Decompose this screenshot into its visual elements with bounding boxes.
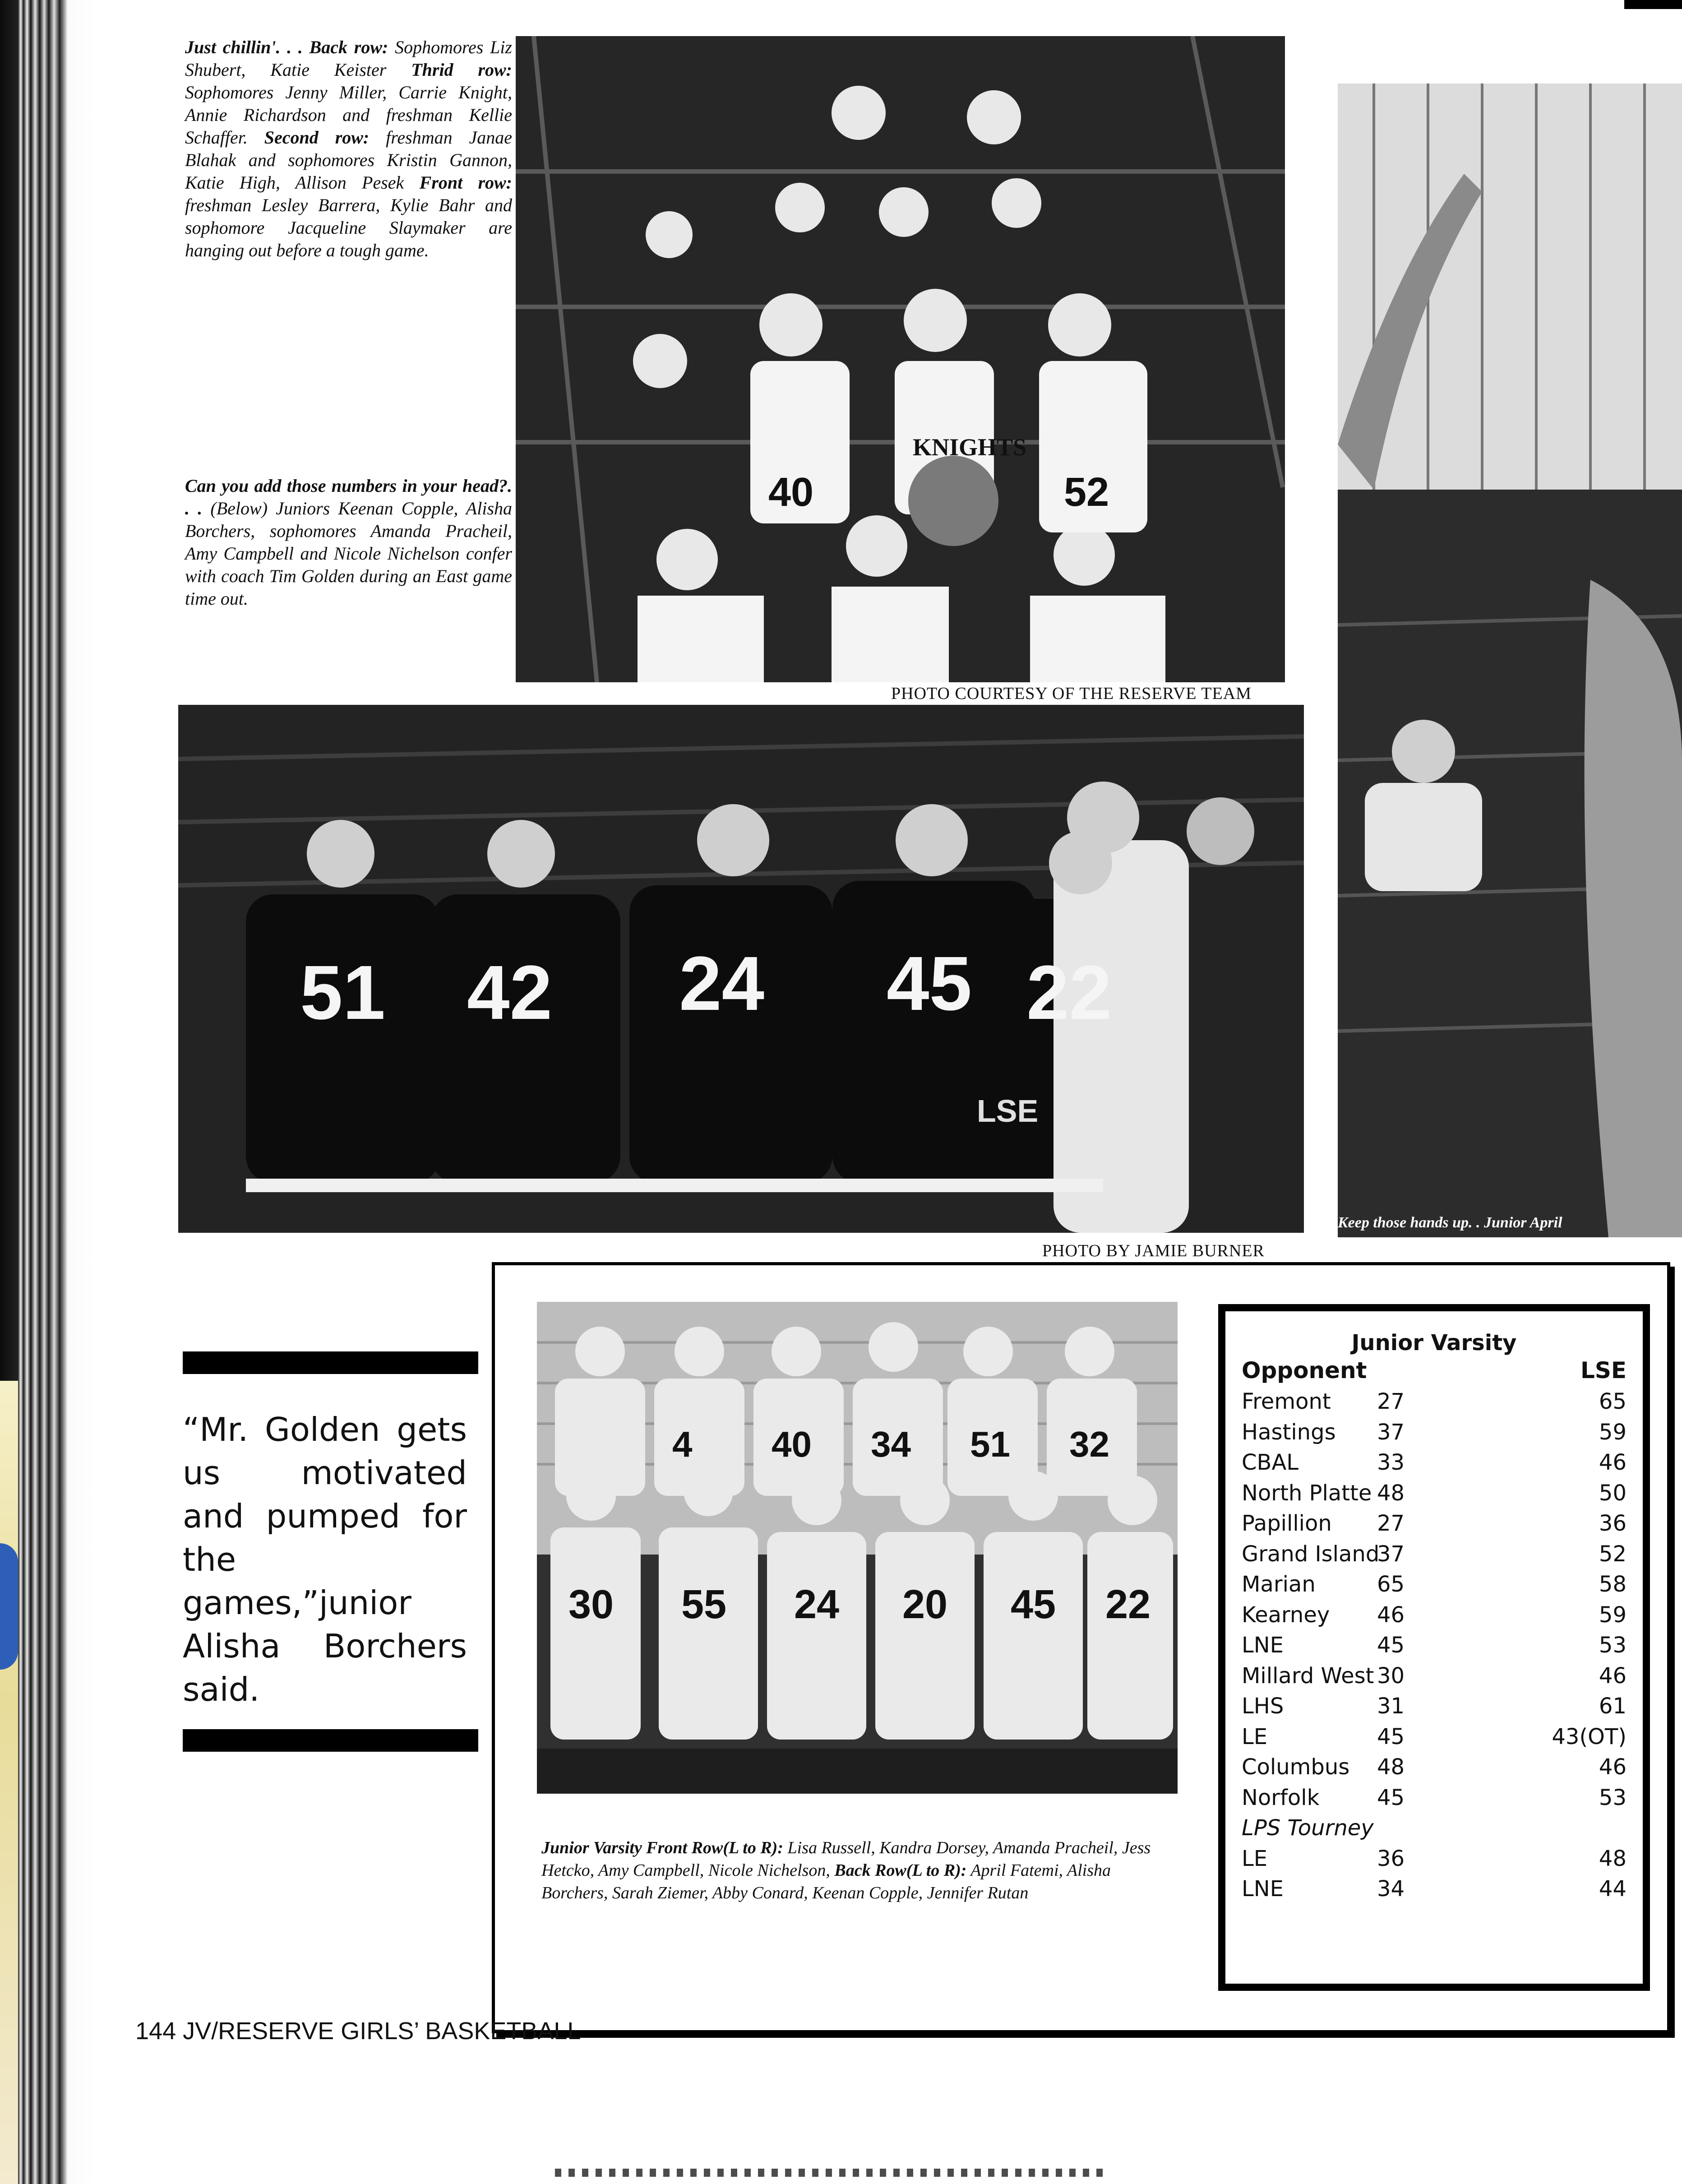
bottom-registration-marks [555, 2169, 1110, 2177]
scores-header-lse: LSE [1580, 1357, 1627, 1384]
score-opponent-points: 48 [1377, 1480, 1405, 1506]
caption-jv-team [541, 1837, 1155, 1904]
huddle-jersey-42: 42 [467, 950, 553, 1036]
caption-text-third: Sophomores Jenny Miller, Carrie Knight, Annie Richardson and freshman Kellie Schaffer. [185, 82, 512, 148]
caption-label-back: Back row: [309, 37, 388, 57]
score-lse-points: 43(OT) [1552, 1724, 1627, 1749]
huddle-shorts-text: LSE [977, 1093, 1039, 1129]
score-opponent-points: 31 [1377, 1694, 1405, 1719]
caption-just-chillin [185, 36, 512, 262]
pull-quote: “Mr. Golden gets us motivated and pumped for the games,”junior Alisha Borchers said. [183, 1411, 467, 1708]
caption-lead: Just chillin'. . . [185, 37, 303, 57]
photo-credit-burner: PHOTO BY JAMIE BURNER [1042, 1241, 1265, 1260]
score-opponent: Papillion [1242, 1511, 1332, 1536]
score-opponent-points: 37 [1377, 1541, 1405, 1567]
score-row [1242, 1481, 1627, 1511]
jv-jersey-back-3: 34 [871, 1424, 911, 1464]
score-opponent-points: 45 [1377, 1633, 1405, 1658]
score-row [1242, 1450, 1627, 1480]
quote-bar-top [183, 1351, 478, 1374]
caption-text-second: freshman Janae Blahak and sophomores Kristin Gannon, Katie High, Allison Pesek [185, 127, 512, 193]
score-opponent-points: 65 [1377, 1572, 1405, 1597]
score-lse-points: 65 [1599, 1389, 1627, 1414]
score-opponent-points: 48 [1377, 1754, 1405, 1780]
score-opponent-points: 34 [1377, 1876, 1405, 1902]
score-opponent: LE [1242, 1724, 1268, 1749]
score-lse-points: 46 [1599, 1663, 1627, 1689]
score-opponent-points: 46 [1377, 1602, 1405, 1628]
score-opponent: Marian [1242, 1572, 1316, 1597]
jv-jersey-back-1: 4 [672, 1424, 693, 1464]
huddle-jersey-45: 45 [887, 941, 972, 1027]
top-corner-mark [1624, 0, 1682, 9]
score-lse-points: 46 [1599, 1450, 1627, 1475]
caption-hands-up: Keep those hands up. . Junior April [1338, 1214, 1562, 1231]
score-lse-points: 59 [1599, 1602, 1627, 1628]
scores-title: Junior Varsity [1351, 1330, 1517, 1356]
score-row [1242, 1785, 1627, 1815]
score-row [1242, 1724, 1627, 1754]
score-row [1242, 1511, 1627, 1541]
jv-team-photo [537, 1302, 1178, 1794]
score-lse-points: 44 [1599, 1876, 1627, 1902]
book-binding [0, 0, 95, 2184]
huddle-jersey-22: 22 [1026, 950, 1112, 1036]
caption-label-front: Front row: [419, 172, 513, 193]
score-opponent: Norfolk [1242, 1785, 1320, 1810]
score-row [1242, 1754, 1627, 1785]
jv-jersey-front-4: 20 [902, 1582, 948, 1627]
jersey-number-40: 40 [768, 470, 814, 515]
score-row [1242, 1572, 1627, 1602]
score-lse-points: 53 [1599, 1785, 1627, 1810]
photo-credit-reserve: PHOTO COURTESY OF THE RESERVE TEAM [891, 684, 1252, 703]
score-opponent: Fremont [1242, 1389, 1331, 1414]
score-opponent-points: 37 [1377, 1419, 1405, 1445]
caption-numbers-lead: Can you add those numbers in your head?. . . [185, 476, 512, 518]
score-opponent-points: 45 [1377, 1785, 1405, 1810]
score-opponent-points: 27 [1377, 1389, 1405, 1414]
score-row [1242, 1633, 1627, 1663]
score-opponent-points: 36 [1377, 1846, 1405, 1871]
score-opponent: Columbus [1242, 1754, 1350, 1780]
score-opponent: LNE [1242, 1633, 1284, 1658]
binding-tab [0, 1381, 18, 2184]
score-lse-points: 59 [1599, 1419, 1627, 1445]
jv-caption-front-label: Junior Varsity Front Row(L to R): [541, 1838, 783, 1857]
score-row [1242, 1420, 1627, 1450]
score-row [1242, 1846, 1627, 1876]
jv-jersey-front-6: 22 [1105, 1582, 1151, 1627]
huddle-jersey-51: 51 [300, 950, 386, 1036]
jv-jersey-back-4: 51 [970, 1424, 1010, 1464]
score-opponent: LPS Tourney [1242, 1815, 1374, 1841]
action-photo-right [1338, 83, 1682, 1237]
caption-numbers-text: (Below) Juniors Keenan Copple, Alisha Borchers, sophomores Amanda Pracheil, Amy Campbell and Nicole Nichelson confer with coach Tim Golden during an East game time out. [185, 498, 513, 609]
caption-label-third: Thrid row: [411, 60, 512, 80]
jersey-number-52: 52 [1064, 470, 1109, 515]
score-row [1242, 1541, 1627, 1572]
score-opponent: LHS [1242, 1694, 1284, 1719]
score-opponent-points: 30 [1377, 1663, 1405, 1689]
score-row [1242, 1694, 1627, 1724]
score-opponent: CBAL [1242, 1450, 1299, 1475]
jv-jersey-front-2: 55 [681, 1582, 727, 1627]
score-opponent: LE [1242, 1846, 1268, 1871]
jv-jersey-back-5: 32 [1069, 1424, 1109, 1464]
score-row [1242, 1663, 1627, 1694]
score-opponent-points: 45 [1377, 1724, 1405, 1749]
score-lse-points: 53 [1599, 1633, 1627, 1658]
score-row [1242, 1389, 1627, 1419]
score-lse-points: 58 [1599, 1572, 1627, 1597]
score-lse-points: 36 [1599, 1511, 1627, 1536]
caption-text-front: freshman Lesley Barrera, Kylie Bahr and sophomore Jacqueline Slaymaker are hanging out before a tough game. [185, 195, 512, 260]
score-lse-points: 46 [1599, 1754, 1627, 1780]
huddle-jersey-24: 24 [679, 941, 765, 1027]
page-footer: 144 JV/RESERVE GIRLS’ BASKETBALL [135, 2017, 581, 2045]
caption-text-back: Sophomores Liz Shubert, Katie Keister [185, 37, 512, 80]
score-lse-points: 61 [1599, 1694, 1627, 1719]
jv-jersey-front-3: 24 [794, 1582, 840, 1627]
jv-jersey-front-1: 30 [568, 1582, 614, 1627]
jv-caption-back-label: Back Row(L to R): [834, 1861, 967, 1880]
score-opponent-points: 33 [1377, 1450, 1405, 1475]
jv-caption-front-text: Lisa Russell, Kandra Dorsey, Amanda Pracheil, Jess Hetcko, Amy Campbell, Nicole Nichelson, [541, 1838, 1151, 1880]
huddle-photo [178, 705, 1304, 1233]
score-opponent: Grand Island [1242, 1541, 1380, 1567]
caption-numbers [185, 475, 512, 610]
score-opponent: LNE [1242, 1876, 1284, 1902]
binding-blue-mark [0, 1543, 18, 1670]
jv-jersey-front-5: 45 [1011, 1582, 1056, 1627]
scores-header-opponent: Opponent [1242, 1357, 1367, 1384]
jv-caption-back-text: April Fatemi, Alisha Borchers, Sarah Ziemer, Abby Conard, Keenan Copple, Jennifer Rutan [541, 1861, 1111, 1902]
score-lse-points: 50 [1599, 1480, 1627, 1506]
score-lse-points: 48 [1599, 1846, 1627, 1871]
score-row [1242, 1602, 1627, 1633]
jv-jersey-back-2: 40 [772, 1424, 812, 1464]
jv-scores-table [1218, 1304, 1650, 1991]
score-opponent: North Platte [1242, 1480, 1372, 1506]
jersey-text: KNIGHTS [913, 434, 1027, 461]
score-opponent: Hastings [1242, 1419, 1336, 1445]
caption-label-second: Second row: [264, 127, 370, 148]
score-row [1242, 1876, 1627, 1906]
score-opponent: Kearney [1242, 1602, 1330, 1628]
score-opponent: Millard West [1242, 1663, 1374, 1689]
score-row [1242, 1815, 1627, 1846]
score-lse-points: 52 [1599, 1541, 1627, 1567]
quote-bar-bottom [183, 1729, 478, 1752]
reserve-team-photo [516, 36, 1285, 682]
score-opponent-points: 27 [1377, 1511, 1405, 1536]
